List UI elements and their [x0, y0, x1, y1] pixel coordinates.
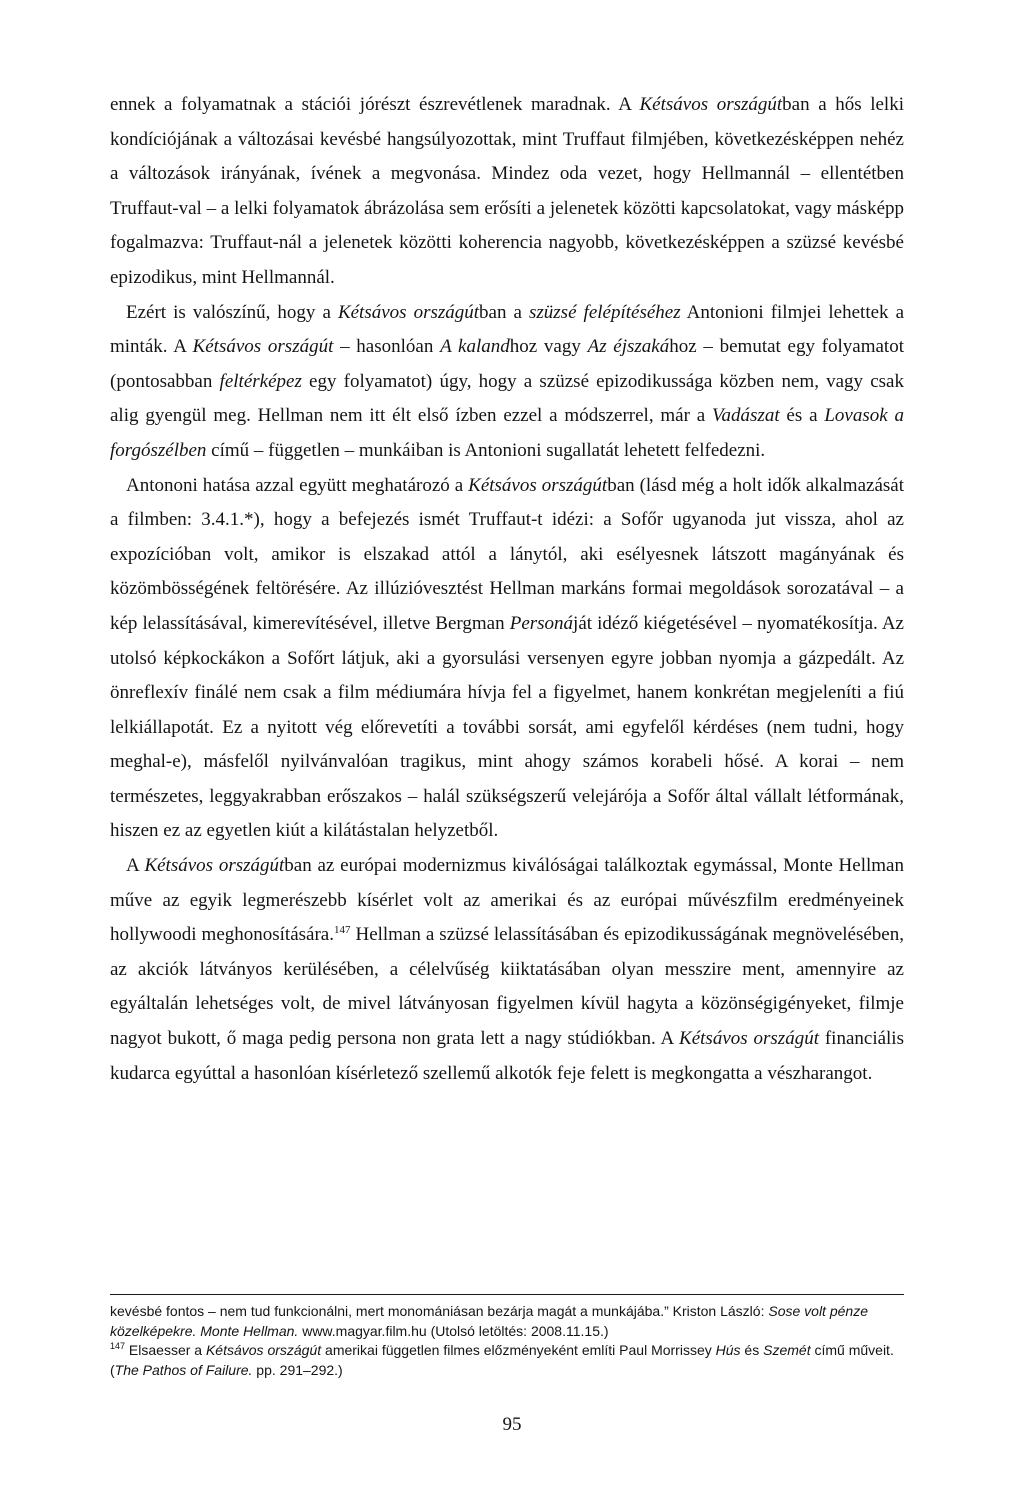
text-run: ját idéző kiégetésével – nyomatékosítja. Az utolsó képkockákon a Sofőrt látjuk, aki a gyorsulási versenyen egyre jobban nyomja a gázpedált. Az önreflexív finálé nem csak a film médiumára hívja fel a figyelmet, hanem konkrétan megjeleníti a fiú lelkiállapotát. Ez a nyitott vég előrevetíti a további sorsát, ami egyfelől kérdéses (nem tudni, hogy meghal-e), másfelől nyilvánvalóan tragikus, mint ahogy számos korabeli hősé. A korai – nem természetes, leggyakrabban erőszakos – halál szükségszerű velejárója a Sofőr által vállalt létformának, hiszen ez az egyetlen kiút a kilátástalan helyzetből. [110, 612, 904, 842]
italic-title: Kétsávos országút [639, 94, 783, 115]
text-run: Ezért is valószínű, hogy a [126, 301, 338, 323]
paragraph [110, 296, 904, 469]
text-run: hoz – bemutat egy folyamatot (pontosabban [110, 336, 904, 392]
footnote [110, 1302, 904, 1341]
italic-title: The Pathos of Failure. [114, 1361, 253, 1378]
footnote-list [110, 1302, 904, 1380]
italic-title: Kétsávos országút [679, 1028, 819, 1050]
page-content [110, 88, 904, 1091]
text-run: ban a hős lelki kondíciójának a változásai kevésbé hangsúlyozottak, mint Truffaut filmjében, következésképpen nehéz a változások irányának, ívének a megvonása. Mindez oda vezet, hogy Hellmannál – ellentétben Truffaut-val – a lelki folyamatok ábrázolása sem erősíti a jelenetek közötti kapcsolatokat, vagy másképp fogalmazva: Truffaut-nál a jelenetek közötti koherencia nagyobb, következésképpen a szüzsé kevésbé epizodikus, mint Hellmannál. [110, 94, 904, 288]
italic-title: A kaland [440, 336, 510, 358]
text-run: www.magyar.film.hu (Utolsó letöltés: 2008.11.15.) [298, 1322, 609, 1339]
footnote-marker: 147 [110, 1341, 126, 1351]
text-run: A [126, 855, 145, 877]
paragraph [110, 88, 904, 296]
text-run: ban az európai modernizmus kiválóságai találkoztak egymással, Monte Hellman műve az egyik legmerészebb kísérlet volt az amerikai és az európai művészfilm eredményeinek hollywoodi meghonosítására. [110, 855, 904, 946]
text-run: financiális kudarca egyúttal a hasonlóan kísérletező szellemű alkotók feje felett is megkongatta a vészharangot. [110, 1028, 904, 1084]
footnote [110, 1341, 904, 1380]
italic-title: Sose volt pénze közelképekre. Monte Hellman. [110, 1303, 868, 1339]
italic-title: feltérképez [219, 370, 302, 392]
italic-title: Kétsávos országút [468, 474, 608, 496]
text-run: pp. 291–292.) [252, 1361, 343, 1378]
text-run: ennek a folyamatnak a stációi jórészt észrevétlenek maradnak. A [110, 94, 640, 115]
text-run: Antonioni filmjei lehettek a minták. A [110, 301, 905, 358]
text-run: – hasonlóan [333, 336, 441, 358]
italic-title: Szemét [763, 1342, 811, 1358]
text-run: hoz vagy [509, 336, 588, 358]
italic-title: Kétsávos országút [192, 336, 334, 358]
body-text [110, 88, 904, 1091]
text-run: amerikai független filmes előzményeként említi Paul Morrissey [321, 1342, 716, 1358]
footnotes [110, 1294, 904, 1380]
text-run: egy folyamatot) úgy, hogy a szüzsé epizodikussága közben nem, vagy csak alig gyengül meg. Hellman nem itt élt első ízben ezzel a módszerrel, már a [110, 370, 904, 427]
italic-title: szüzsé felépítéséhez [529, 301, 681, 323]
text-run: ban a [479, 301, 529, 323]
text-run: Elsaesser a [125, 1342, 206, 1358]
text-run: Antononi hatása azzal együtt meghatározó a [126, 474, 469, 496]
page-number: 95 [502, 1414, 522, 1435]
footnote-marker: 147 [333, 924, 351, 937]
text-run: ban (lásd még a holt idők alkalmazását a filmben: 3.4.1.*), hogy a befejezés ismét Truffaut-t idézi: a Sofőr ugyanoda jut vissza, ahol az expozícióban volt, amikor is elszakad attól a lánytól, aki esélyesnek látszott magányának és közömbösségének feltörésére. Az illúzióvesztést Hellman markáns formai megoldások sorozatával – a kép lelassításával, kimerevítésével, illetve Bergman [110, 474, 904, 634]
italic-title: Az éjszaká [587, 336, 670, 358]
text-run: és [740, 1342, 764, 1358]
text-run: és a [779, 405, 825, 427]
text-run: című műveit. ( [110, 1342, 894, 1378]
italic-title: Personá [509, 612, 574, 634]
paragraph [110, 469, 904, 850]
italic-title: Lovasok a forgószélben [110, 405, 905, 461]
italic-title: Hús [715, 1342, 741, 1358]
text-run: című – független – munkáiban is Antonioni sugallatát lehetett felfedezni. [206, 439, 766, 461]
italic-title: Kétsávos országút [337, 301, 480, 323]
italic-title: Kétsávos országút [144, 855, 285, 877]
text-run: Hellman a szüzsé lelassításában és epizodikusságának megnövelésében, az akciók látványos kerülésében, a célelvűség kiiktatásában olyan messzire ment, amennyire az egyáltalán lehetséges volt, de mivel látványosan figyelmen kívül hagyta a közönségigényeket, filmje nagyot bukott, ő maga pedig persona non grata lett a nagy stúdiókban. A [110, 924, 904, 1050]
italic-title: Vadászat [712, 405, 780, 427]
text-run: kevésbé fontos – nem tud funkcionálni, mert monomániásan bezárja magát a munkájába.” Kriston László: [110, 1303, 769, 1319]
italic-title: Kétsávos országút [205, 1342, 322, 1358]
footnote-rule [110, 1294, 904, 1295]
paragraph [110, 849, 904, 1091]
